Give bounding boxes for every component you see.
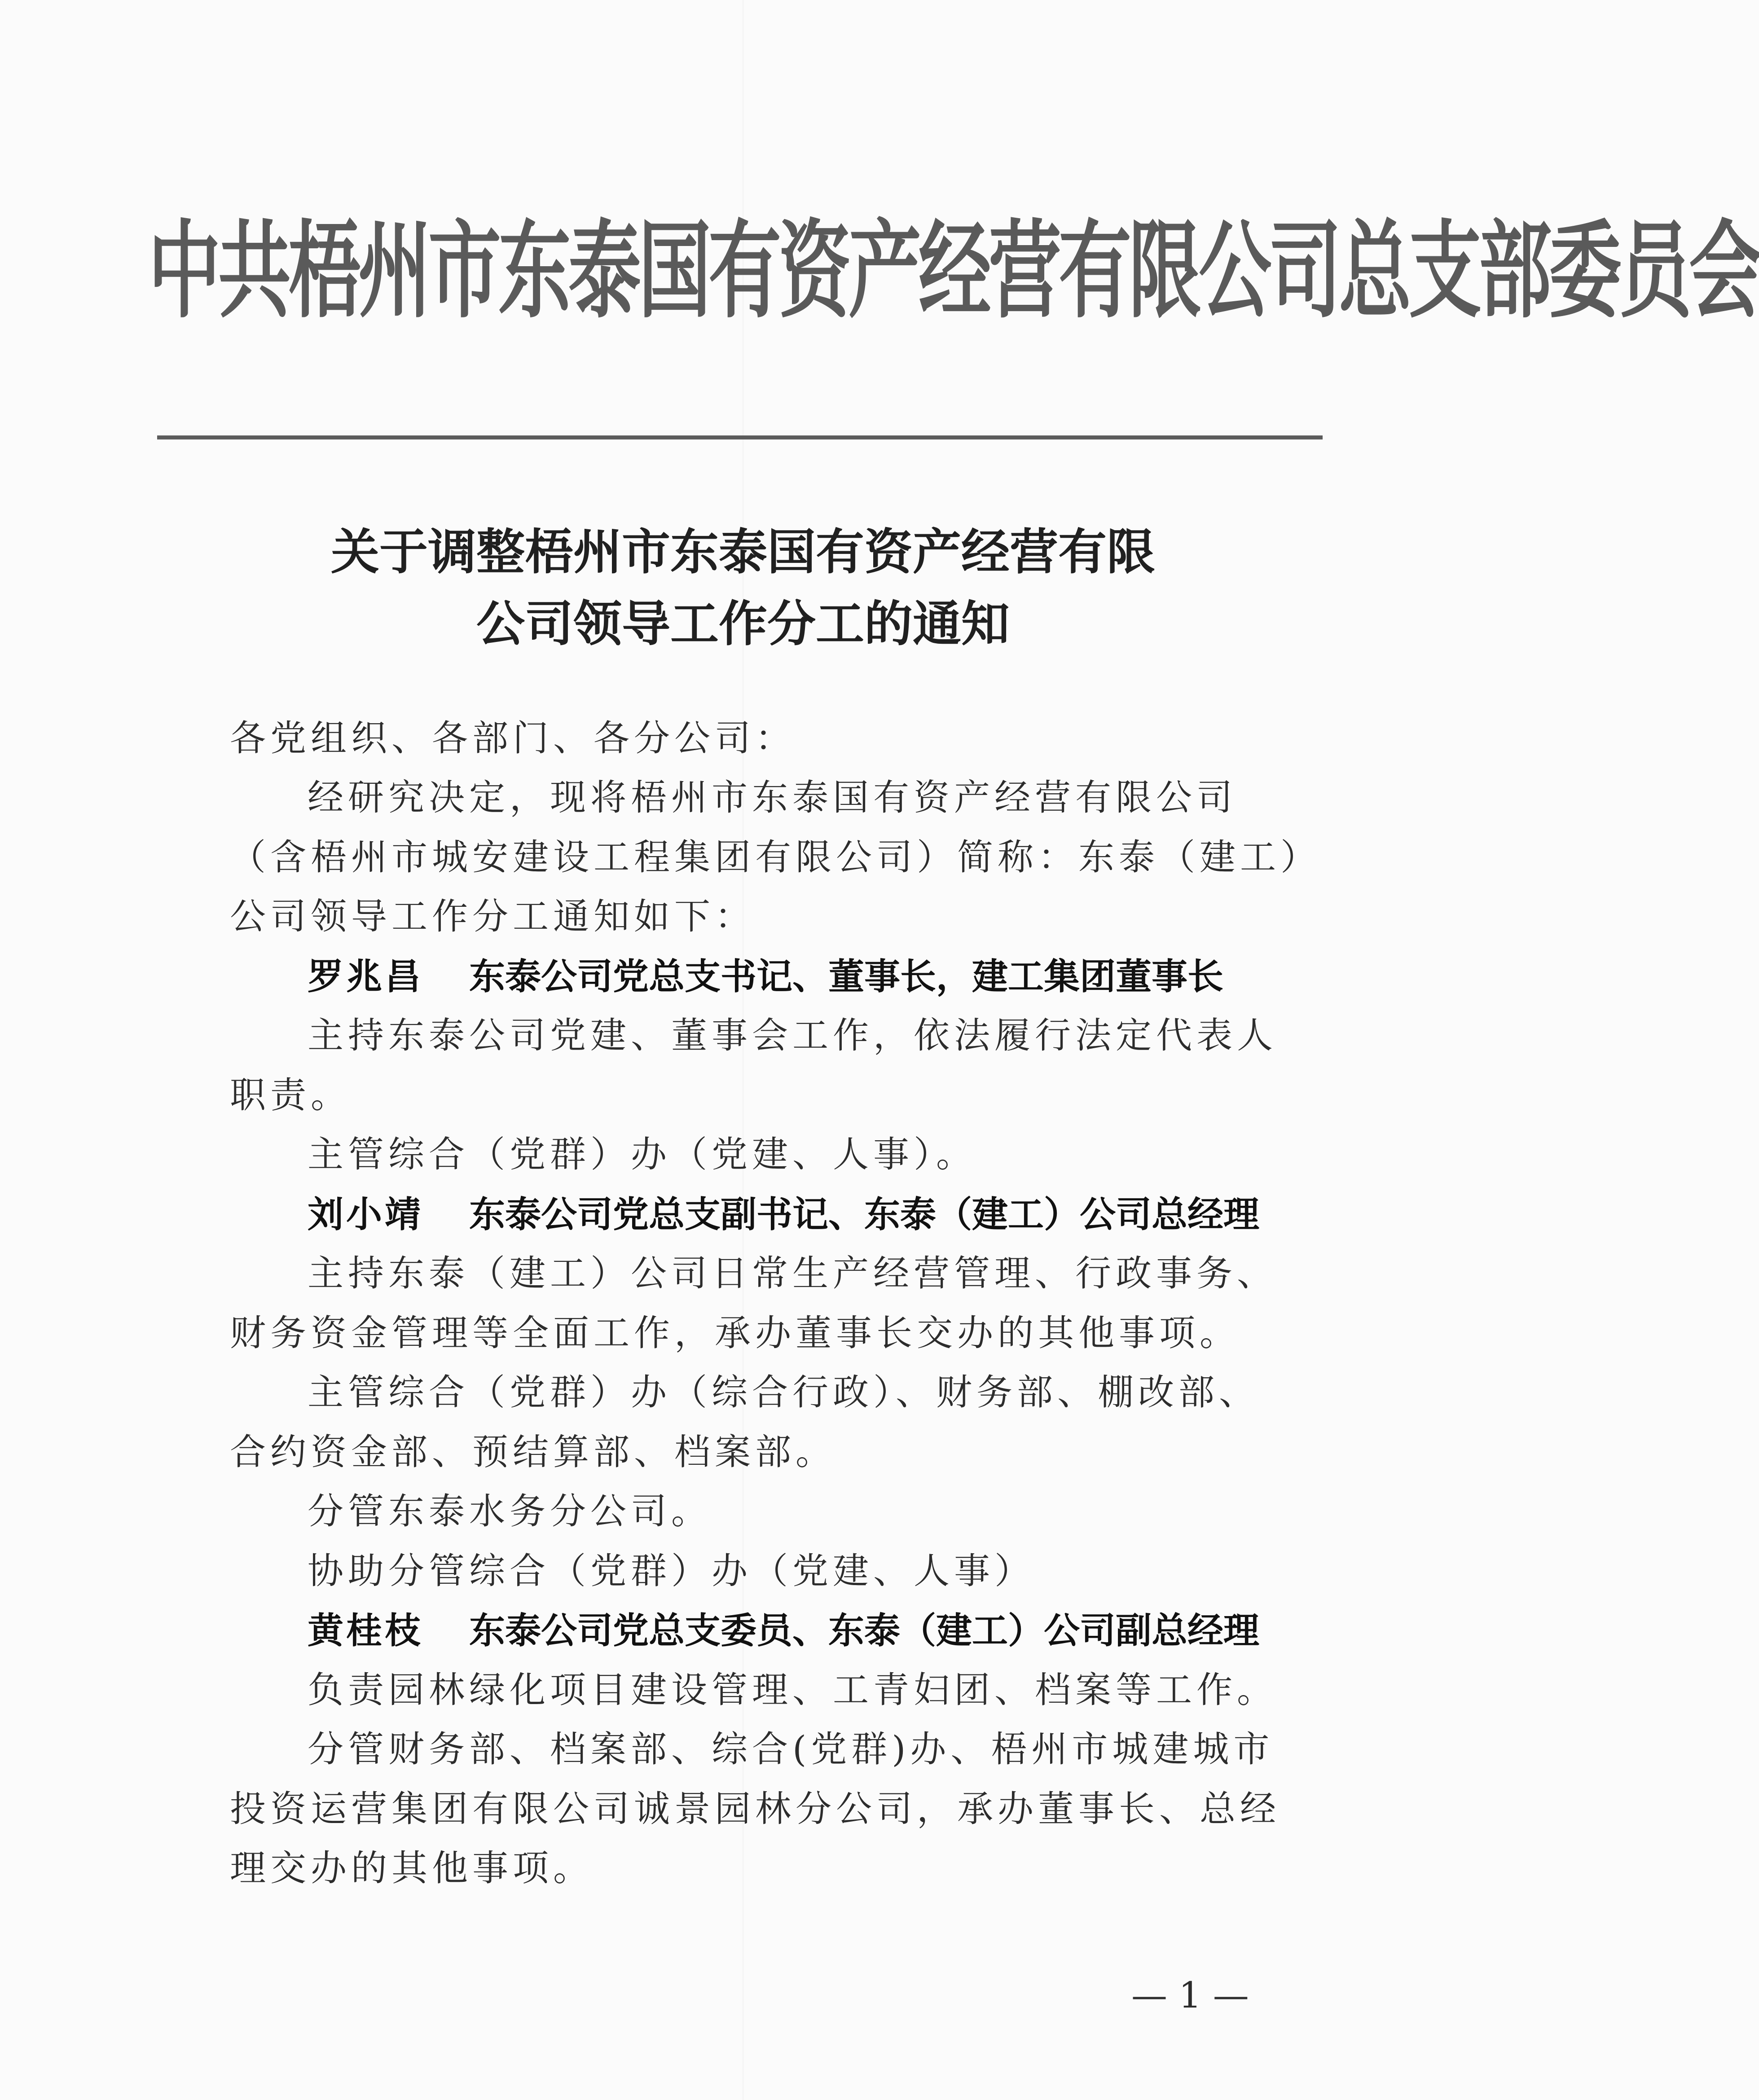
duty-line: 分管财务部、档案部、综合(党群)办、梧州市城建城市	[308, 1728, 1274, 1770]
duty-line: 主管综合（党群）办（综合行政）、财务部、棚改部、	[308, 1371, 1259, 1413]
duty-line: 分管东泰水务分公司。	[308, 1490, 712, 1532]
title-line-1: 关于调整梧州市东泰国有资产经营有限	[330, 524, 1155, 580]
document-title	[148, 516, 1338, 660]
page-number: — 1 —	[1131, 1974, 1249, 2016]
duty-line: 投资运营集团有限公司诚景园林分公司，承办董事长、总经	[230, 1788, 1280, 1830]
intro-line: （含梧州市城安建设工程集团有限公司）简称：东泰（建工）	[230, 836, 1321, 878]
masthead: 中共梧州市东泰国有资产经营有限公司总支部委员会	[148, 210, 1759, 333]
title-line-2: 公司领导工作分工的通知	[476, 596, 1010, 652]
salutation: 各党组织、各部门、各分公司：	[230, 717, 796, 759]
masthead-rule	[157, 435, 1323, 439]
duty-line: 主持东泰（建工）公司日常生产经营管理、行政事务、	[308, 1252, 1277, 1294]
leader-position: 东泰公司党总支委员、东泰（建工）公司副总经理	[469, 1609, 1259, 1652]
duty-line: 职责。	[230, 1074, 351, 1116]
intro-line: 经研究决定，现将梧州市东泰国有资产经营有限公司	[308, 777, 1237, 818]
leader-name: 黄桂枝	[308, 1609, 423, 1652]
leader-heading	[308, 952, 1223, 1001]
leader-position: 东泰公司党总支副书记、东泰（建工）公司总经理	[469, 1193, 1259, 1235]
duty-line: 协助分管综合（党群）办（党建、人事）	[308, 1550, 1035, 1592]
duty-line: 理交办的其他事项。	[230, 1847, 594, 1889]
duty-line: 财务资金管理等全面工作，承办董事长交办的其他事项。	[230, 1312, 1240, 1354]
duty-line: 合约资金部、预结算部、档案部。	[230, 1431, 836, 1473]
leader-name: 刘小靖	[308, 1193, 423, 1235]
intro-line: 公司领导工作分工通知如下：	[230, 896, 755, 937]
leader-name: 罗兆昌	[308, 955, 423, 997]
duty-line: 主持东泰公司党建、董事会工作，依法履行法定代表人	[308, 1015, 1277, 1056]
duty-line: 负责园林绿化项目建设管理、工青妇团、档案等工作。	[308, 1669, 1277, 1711]
duty-line: 主管综合（党群）办（党建、人事）。	[308, 1133, 976, 1175]
leader-position: 东泰公司党总支书记、董事长，建工集团董事长	[469, 955, 1223, 997]
leader-heading	[308, 1606, 1259, 1655]
leader-heading	[308, 1190, 1259, 1239]
